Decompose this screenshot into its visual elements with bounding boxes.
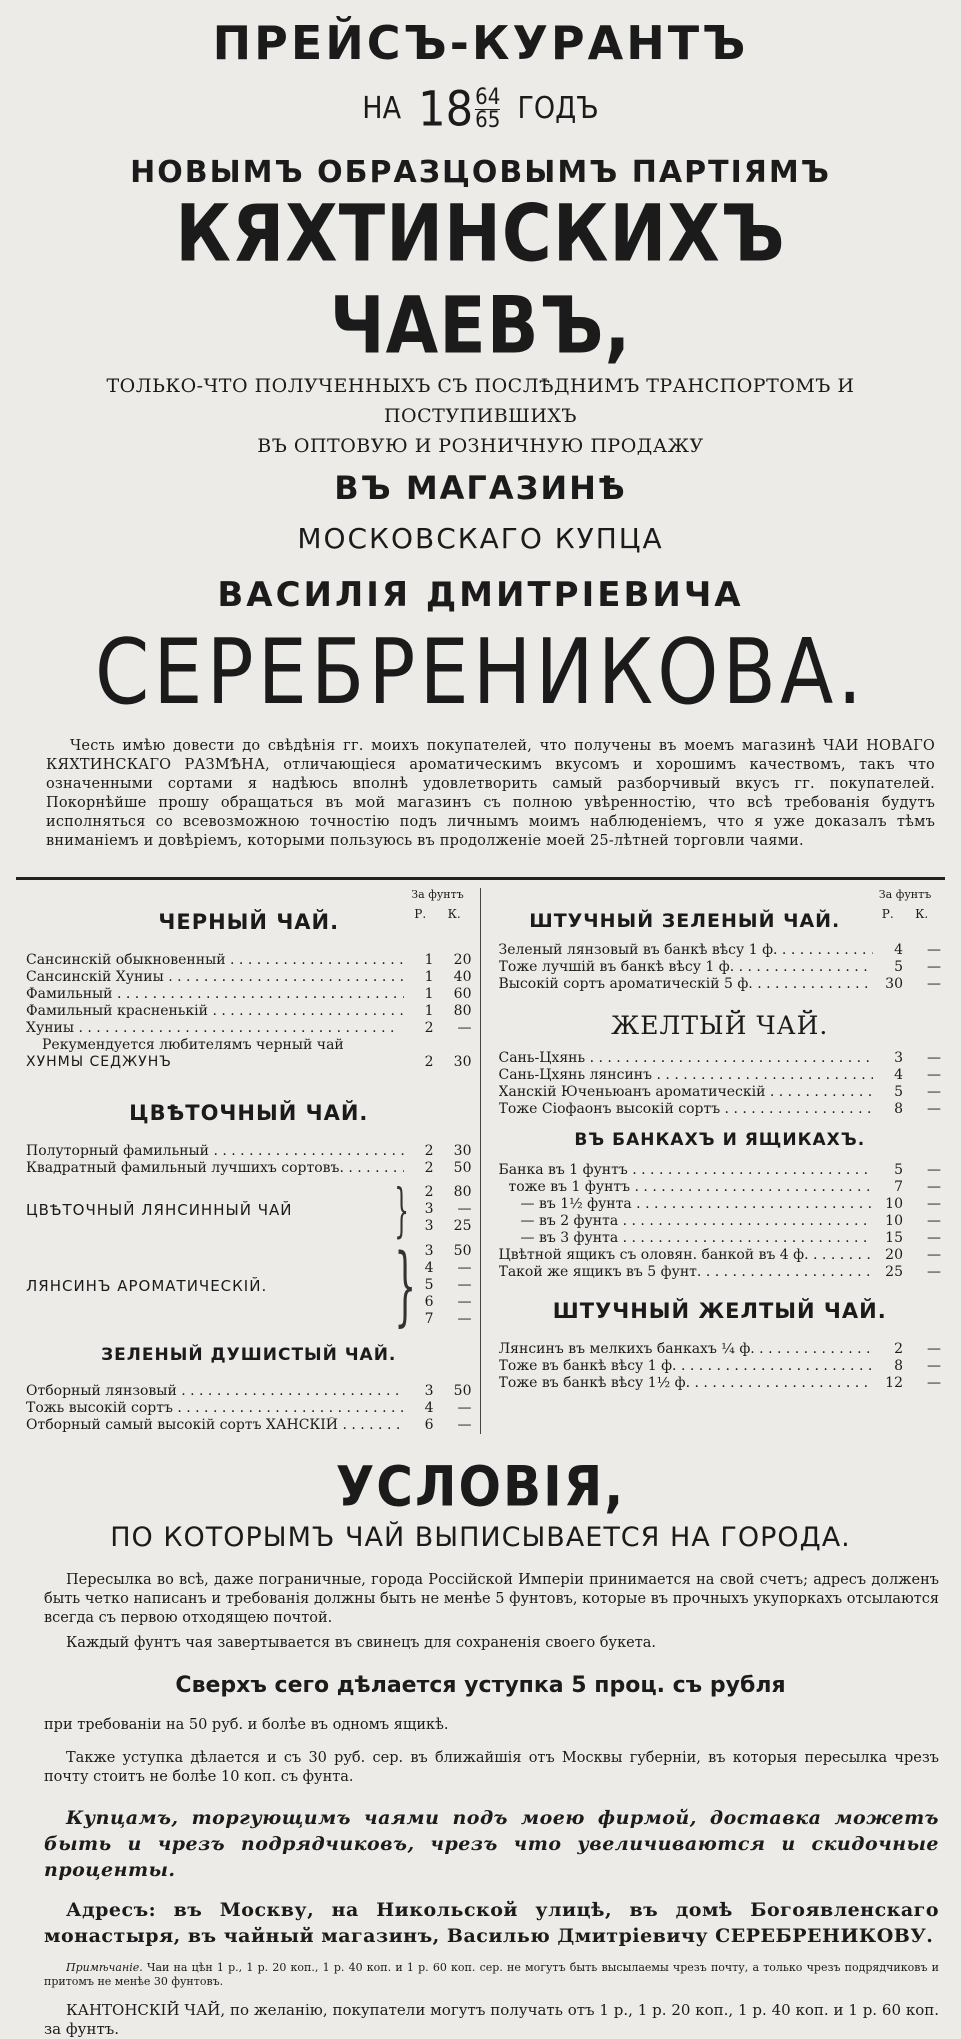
yellow-tea-list [499,1050,942,1118]
recommendation-note: Рекумендуется любителямъ черный чай [42,1036,344,1053]
subtitle-moscow-merchant: МОСКОВСКАГО КУПЦА [297,521,664,555]
conditions-title: УСЛОВІЯ, [335,1454,626,1519]
brace-icon: } [393,1235,416,1336]
list-item: Такой же ящикъ въ 5 фунт. . . . 25 — [499,1264,942,1281]
section-title-yellow-tea: ЖЕЛТЫЙ ЧАЙ. [611,1010,829,1040]
list-item: Ханскій Юченьюанъ ароматическій . . . 5 — [499,1084,942,1101]
intro-paragraph: Честь имѣю довести до свѣдѣнія гг. моихъ покупателей, что получены въ моемъ магазинѣ ЧАИ НОВАГО КЯХТИНСКАГО РАЗМѢНА, отличающіеся ароматическимъ вкусомъ и хорошимъ качествомъ, такъ что означенными сортами я надѣюсь вполнѣ удовлетворить самый разборчивый вкусъ гг. покупателей. Покорнѣйше прошу обращаться въ мой магазинъ съ полною увѣренностію, что всѣ требованія будутъ исполняться со всевозможною точностію подъ личнымъ моимъ наблюденіемъ, что я уже доказалъ тѣмъ вниманіемъ и довѣріемъ, которыми пользуюсь въ продолженіе моей 25-лѣтней торговли чаями. [46,737,935,849]
list-item: Квадратный фамильный лучшихъ сортовъ. . . . 2 50 [26,1160,472,1177]
merchant-surname: СЕРЕБРЕНИКОВА. [94,620,867,725]
price-cell: 5 — [424,1277,472,1293]
subtitle-new-parties: НОВЫМЪ ОБРАЗЦОВЫМЪ ПАРТІЯМЪ [130,154,831,190]
list-item: Полуторный фамильный . . . 2 30 [26,1143,472,1160]
merchant-first-name: ВАСИЛІЯ ДМИТРІЕВИЧА [217,574,744,615]
brace-icon: } [393,1175,409,1244]
section-title-flower-tea: ЦВѢТОЧНЫЙ ЧАЙ. [129,1100,369,1125]
list-item: Тожь высокій сортъ . . . 4 — [26,1400,472,1417]
list-item: тоже въ 1 фунтъ . . . 7 — [499,1179,942,1196]
list-item: Сансинскій обыкновенный . . . 1 20 [26,952,472,969]
list-item: Сань-Цхянь . . . 3 — [499,1050,942,1067]
black-tea-list [26,952,472,1071]
section-title-green-tea: ЗЕЛЕНЫЙ ДУШИСТЫЙ ЧАЙ. [101,1344,397,1365]
list-item: Лянсинъ въ мелкихъ банкахъ ¼ ф. . . . 2 — [499,1341,942,1358]
list-item: Сансинскій Хуниы . . . 1 40 [26,969,472,986]
subtitle-received-a: ТОЛЬКО-ЧТО ПОЛУЧЕННЫХЪ СЪ ПОСЛѢДНИМЪ ТРАНСПОРТОМЪ И ПОСТУПИВШИХЪ [106,374,855,427]
price-header-left: За фунтъ Р. К. [411,887,464,921]
price-cell: 3 — [424,1201,472,1217]
right-column [481,888,948,1434]
merchants-note: Купцамъ, торгующимъ чаями подъ моею фирмой, доставка можетъ быть и чрезъ подрядчиковъ, чрезъ что увеличиваются и скидочные проценты. [44,1806,939,1881]
section-title-black-tea: ЧЕРНЫЙ ЧАЙ. [158,909,340,934]
list-item: Тоже лучшій въ банкѣ вѣсу 1 ф. . . . 5 — [499,959,942,976]
list-item: Отборный самый высокій сортъ ХАНСКІЙ . . . 6 — [26,1417,472,1434]
conditions-subtitle: ПО КОТОРЫМЪ ЧАЙ ВЫПИСЫВАЕТСЯ НА ГОРОДА. [110,1521,851,1553]
price-cell: 2 80 [424,1184,472,1200]
list-item: — въ 2 фунта . . . 10 — [499,1213,942,1230]
section-title-piece-green: ШТУЧНЫЙ ЗЕЛЕНЫЙ ЧАЙ. [529,909,841,932]
list-item: — въ 3 фунта . . . 15 — [499,1230,942,1247]
discount-heading: Сверхъ сего дѣлается уступка 5 проц. съ рубля [175,1672,786,1698]
divider [16,877,945,880]
banks-list [499,1162,942,1281]
price-columns [14,888,947,1434]
price-cell: 7 — [424,1311,472,1327]
list-item: Тоже Сіофаонъ высокій сортъ . . . 8 — [499,1101,942,1118]
list-item: Зеленый лянзовый въ банкѣ вѣсу 1 ф. . . . 4 — [499,942,942,959]
price-cell: 4 — [424,1260,472,1276]
section-title-piece-yellow: ШТУЧНЫЙ ЖЕЛТЫЙ ЧАЙ. [552,1298,887,1323]
green-tea-list [26,1383,472,1434]
subtitle-received-b: ВЪ ОПТОВУЮ И РОЗНИЧНУЮ ПРОДАЖУ [257,434,704,457]
list-item: Отборный лянзовый . . . 3 50 [26,1383,472,1400]
conditions-paragraph-1: Пересылка во всѣ, даже пограничные, города Россійской Имперіи принимается на свой счетъ; адресъ долженъ быть четко написанъ и требованія должны быть не менѣе 5 фунтовъ, которые въ прочныхъ укупоркахъ отсылаются всегда съ первою отходящею почтой. [44,1571,939,1626]
section-title-banks: ВЪ БАНКАХЪ И ЯЩИКАХЪ. [574,1129,866,1150]
conditions-paragraph-4: Также уступка дѣлается и съ 30 руб. сер. въ ближайшія отъ Москвы губерніи, въ которыя пересылка чрезъ почту стоитъ не болѣе 10 коп. съ фунта. [44,1749,939,1785]
year-fraction: $\frac{64}{65}$ [475,85,501,133]
subtitle-in-shop: ВЪ МАГАЗИНѢ [334,468,627,507]
list-item: Хуниы . . . 2 — [26,1020,472,1037]
left-column [14,888,481,1434]
group-label: ЛЯНСИНЪ АРОМАТИЧЕСКІЙ. [26,1276,268,1295]
price-cell: 3 50 [424,1243,472,1259]
piece-yellow-list [499,1341,942,1392]
year-suffix: ГОДЪ [517,91,599,126]
address-block: Адресъ: въ Москву, на Никольской улицѣ, въ домѣ Богоявленскаго монастыря, въ чайный магазинъ, Василью Дмитріевичу СЕРЕБРЕНИКОВУ. [44,1898,939,1947]
price-cell: 6 — [424,1294,472,1310]
document-title: ПРЕЙСЪ-КУРАНТЪ [212,16,749,70]
canton-tea-note: КАНТОНСКІЙ ЧАЙ, по желанію, покупатели могутъ получать отъ 1 р., 1 р. 20 коп., 1 р. 40 коп. и 1 р. 60 коп. за фунтъ. [44,2000,939,2038]
list-item: Тоже въ банкѣ вѣсу 1 ф. . . . 8 — [499,1358,942,1375]
price-cell: 3 25 [424,1218,472,1234]
year-line [14,74,947,145]
group-label: ЦВѢТОЧНЫЙ ЛЯНСИННЫЙ ЧАЙ [26,1200,293,1219]
year-prefix: НА [362,91,402,126]
list-item: Сань-Цхянь лянсинъ . . . 4 — [499,1067,942,1084]
list-item: Тоже въ банкѣ вѣсу 1½ ф. . . . 12 — [499,1375,942,1392]
subtitle-kyakhta-teas: КЯХТИНСКИХЪ ЧАЕВЪ, [175,188,786,372]
list-item: — въ 1½ фунта . . . 10 — [499,1196,942,1213]
list-item: Высокій сортъ ароматическій 5 ф. . . . 30 — [499,976,942,993]
flower-group-2 [26,1235,472,1336]
list-item: Фамильный . . . 1 60 [26,986,472,1003]
list-item: Фамильный красненькій . . . 1 80 [26,1003,472,1020]
conditions-paragraph-2: Каждый фунтъ чая завертывается въ свинецъ для сохраненія своего букета. [66,1634,656,1651]
list-item: Цвѣтной ящикъ съ оловян. банкой въ 4 ф. . . . 20 — [499,1247,942,1264]
flower-tea-list [26,1142,472,1336]
price-header-right: За фунтъ Р. К. [878,887,932,921]
piece-green-list [499,942,942,993]
list-item: Банка въ 1 фунтъ . . . 5 — [499,1162,942,1179]
list-item: ХУНМЫ СЕДЖУНЪ 2 30 [26,1053,472,1070]
footnote: Примѣчаніе. Чаи на цѣн 1 р., 1 р. 20 коп., 1 р. 40 коп. и 1 р. 60 коп. сер. не могутъ быть высылаемы чрезъ почту, а только чрезъ подрядчиковъ и притомъ не менѣе 30 фунтовъ. [44,1960,939,1988]
flower-group-1 [26,1175,472,1244]
conditions-paragraph-3: при требованіи на 50 руб. и болѣе въ одномъ ящикѣ. [44,1716,449,1733]
year-base: 18 [418,81,474,138]
